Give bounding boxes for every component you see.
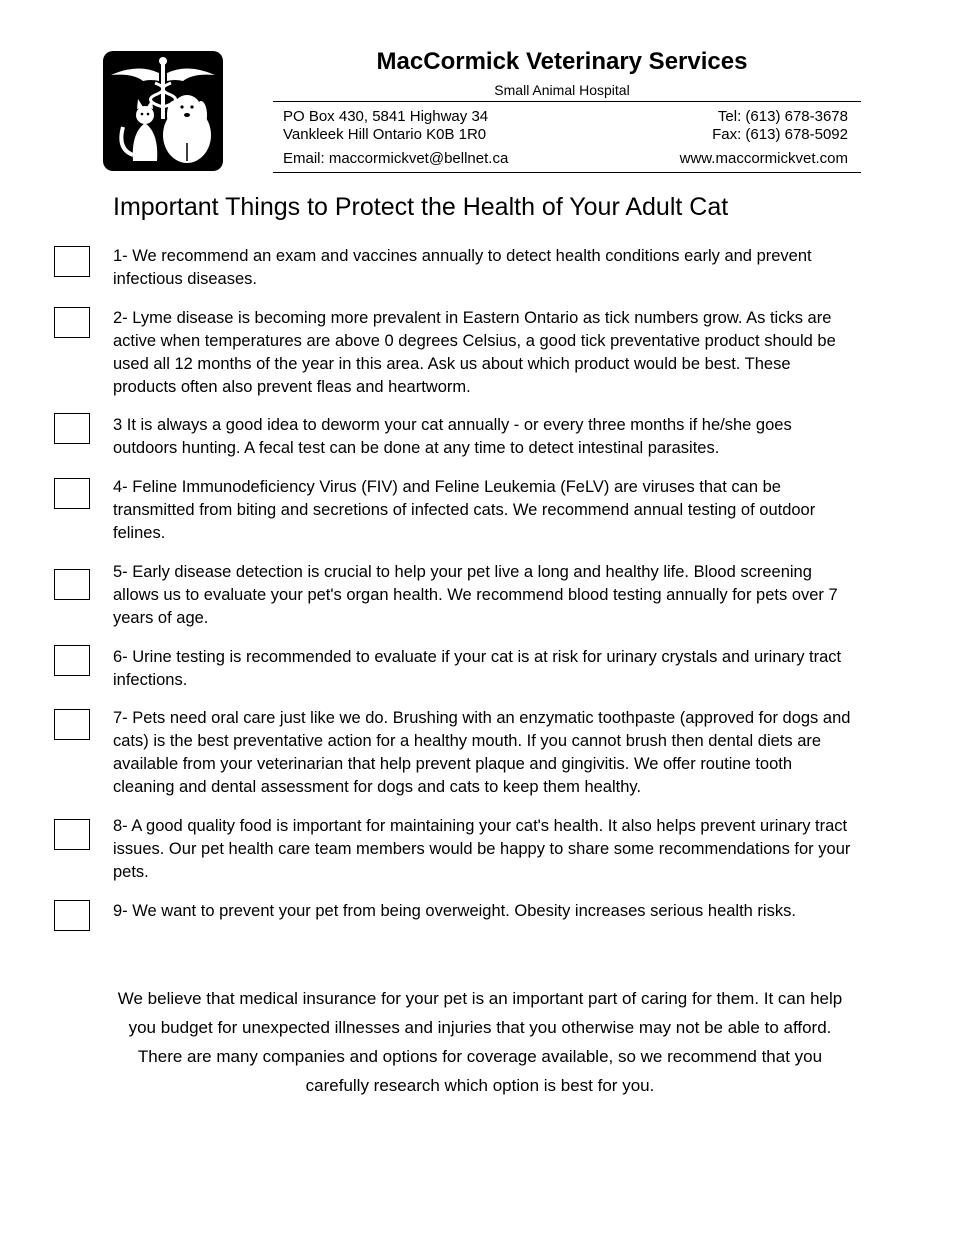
checklist-item-1: 1- We recommend an exam and vaccines annually to detect health conditions early and prevent infectious diseases. [113,247,812,288]
address-line-2: Vankleek Hill Ontario K0B 1R0 [283,126,487,143]
checklist-item-3: 3 It is always a good idea to deworm your cat annually - or every three months if he/she goes outdoors hunting. A fecal test can be done at any time to detect intestinal parasites. [113,416,792,457]
checkbox-item-5[interactable] [54,569,90,600]
phone-block [712,108,848,144]
checkbox-item-1[interactable] [54,246,90,277]
checklist-item-4: 4- Feline Immunodeficiency Virus (FIV) and Feline Leukemia (FeLV) are viruses that can be transmitted from biting and secretions of infected cats. We recommend annual testing of outdoor felines. [113,478,816,542]
checkbox-item-7[interactable] [54,709,90,740]
insurance-note: We believe that medical insurance for your pet is an important part of caring for them. It can help you budget for unexpected illnesses and injuries that you otherwise may not be able to afford. There are many companies and options for coverage available, so we recommend that you carefully research which option is best for you. [117,989,843,1095]
checklist-item-7: 7- Pets need oral care just like we do. Brushing with an enzymatic toothpaste (approved for dogs and cats) is the best preventative action for a healthy mouth. If you cannot brush then dental diets are available from your veterinarian that help prevent plaque and gingivitis. We offer routine tooth cleaning and dental assessment for dogs and cats to keep them healthy. [113,709,851,796]
checkbox-item-6[interactable] [54,645,90,676]
header-divider-bottom [273,172,861,173]
checklist-item-8: 8- A good quality food is important for maintaining your cat's health. It also helps prevent urinary tract issues. Our pet health care team members would be happy to share some recommendations for your pets. [113,817,851,881]
clinic-logo [103,51,223,171]
checklist-item-2: 2- Lyme disease is becoming more prevalent in Eastern Ontario as tick numbers grow. As ticks are active when temperatures are above 0 degrees Celsius, a good tick preventative product should be used all 12 months of the year in this area. Ask us about which product would be best. These products often also prevent fleas and heartworm. [113,309,836,396]
checkbox-item-9[interactable] [54,900,90,931]
website: www.maccormickvet.com [679,150,848,167]
clinic-name: MacCormick Veterinary Services [376,48,748,75]
fax: Fax: (613) 678-5092 [712,126,848,143]
checklist-item-5: 5- Early disease detection is crucial to help your pet live a long and healthy life. Blood screening allows us to evaluate your pet's organ health. We recommend blood testing annually for pets over 7 years of age. [113,563,838,627]
telephone: Tel: (613) 678-3678 [717,108,848,125]
page-title: Important Things to Protect the Health of Your Adult Cat [113,193,729,221]
checklist-item-6: 6- Urine testing is recommended to evaluate if your cat is at risk for urinary crystals and urinary tract infections. [113,648,842,689]
email-address: Email: maccormickvet@bellnet.ca [283,150,509,167]
address-line-1: PO Box 430, 5841 Highway 34 [283,108,489,125]
header-divider-top [273,101,861,102]
checkbox-item-3[interactable] [54,413,90,444]
checkbox-item-2[interactable] [54,307,90,338]
checkbox-item-4[interactable] [54,478,90,509]
caduceus-pets-icon [103,51,223,171]
clinic-subtitle: Small Animal Hospital [494,82,630,98]
checkbox-item-8[interactable] [54,819,90,850]
address-block [283,108,488,144]
checklist-item-9: 9- We want to prevent your pet from being overweight. Obesity increases serious health risks. [113,902,796,920]
